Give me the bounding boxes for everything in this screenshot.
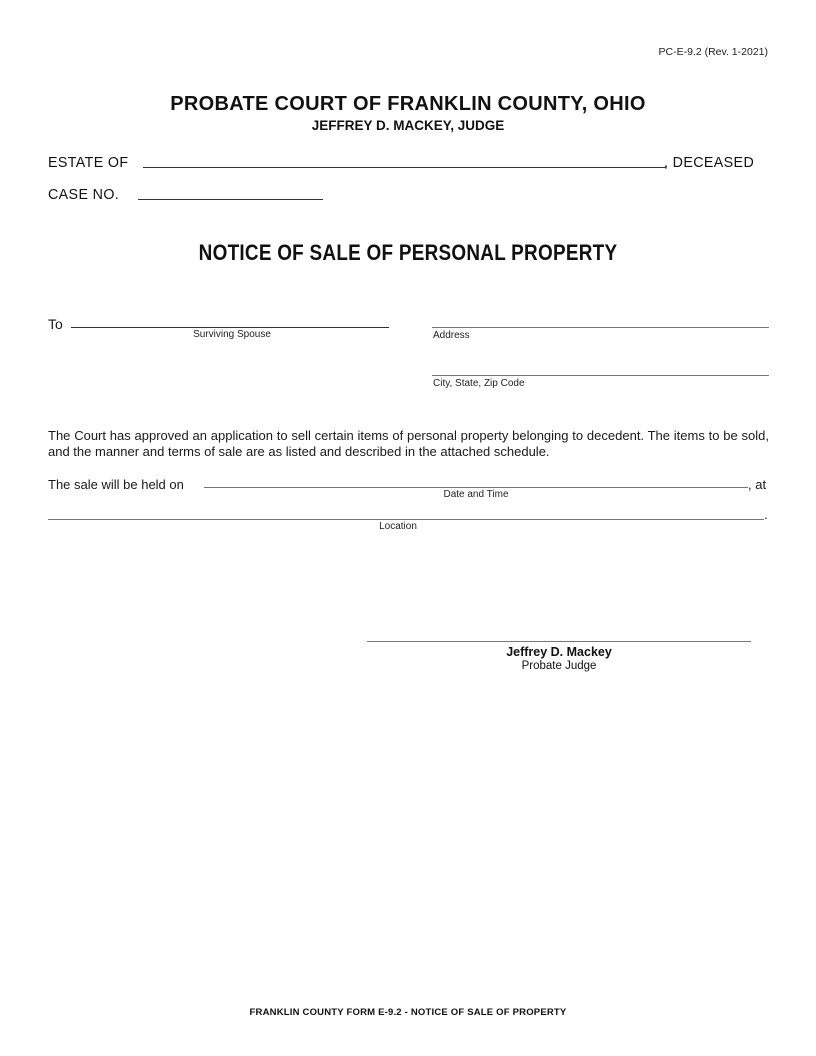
surviving-spouse-caption: Surviving Spouse: [193, 329, 271, 340]
notice-paragraph: The Court has approved an application to sell certain items of personal property belonging to decedent. The items to be sold, and the manner and terms of sale are as listed and described in the attached schedule.: [48, 428, 769, 459]
to-label: To: [48, 316, 63, 332]
address-field[interactable]: [432, 327, 769, 328]
surviving-spouse-field[interactable]: [71, 327, 389, 328]
city-state-zip-caption: City, State, Zip Code: [433, 378, 525, 389]
form-footer: FRANKLIN COUNTY FORM E-9.2 - NOTICE OF SALE OF PROPERTY: [249, 1007, 567, 1018]
sale-held-on-label: The sale will be held on: [48, 477, 184, 492]
judge-title: Probate Judge: [521, 660, 597, 672]
address-caption: Address: [433, 330, 470, 341]
city-state-zip-field[interactable]: [432, 375, 769, 376]
date-time-caption: Date and Time: [443, 489, 509, 500]
location-period: .: [764, 507, 768, 522]
location-caption: Location: [379, 521, 417, 532]
case-no-label: CASE NO.: [48, 186, 120, 203]
form-number: PC-E-9.2 (Rev. 1-2021): [658, 46, 768, 58]
document-title: NOTICE OF SALE OF PERSONAL PROPERTY: [198, 240, 618, 265]
location-field[interactable]: [48, 519, 764, 520]
estate-of-label: ESTATE OF: [48, 154, 129, 171]
judge-line: JEFFREY D. MACKEY, JUDGE: [311, 118, 505, 133]
judge-signature-line[interactable]: [367, 641, 751, 642]
date-time-field[interactable]: [204, 487, 748, 488]
case-number-field[interactable]: [138, 199, 323, 200]
estate-name-field[interactable]: [143, 167, 666, 168]
at-label: , at: [748, 477, 767, 492]
judge-name: Jeffrey D. Mackey: [506, 645, 612, 659]
court-name: PROBATE COURT OF FRANKLIN COUNTY, OHIO: [170, 93, 646, 115]
deceased-label: , DECEASED: [664, 154, 755, 171]
